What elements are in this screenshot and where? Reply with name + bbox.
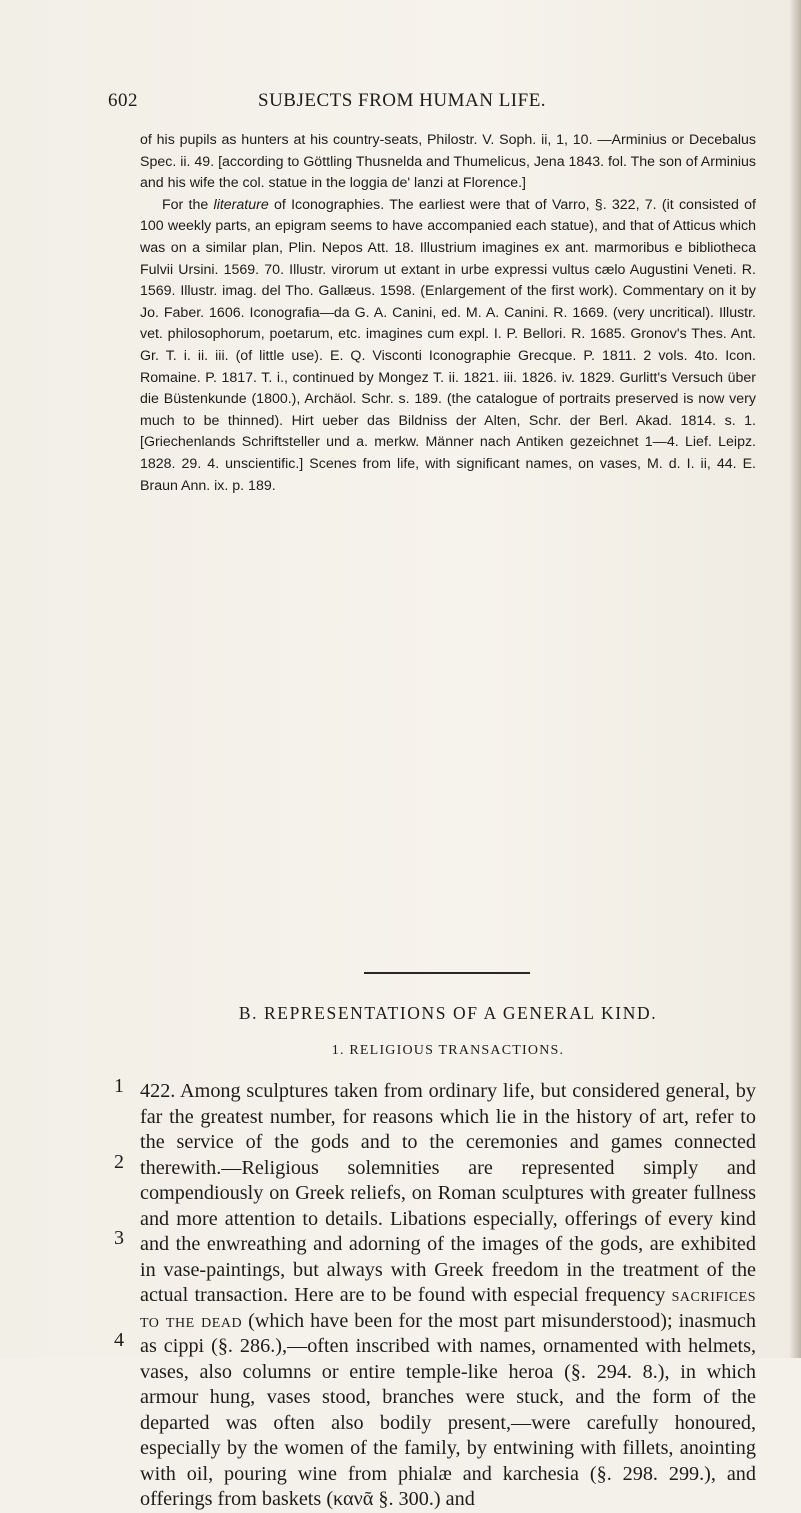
section-divider — [364, 972, 530, 974]
margin-number: 4 — [114, 1329, 124, 1351]
page-edge-shadow — [789, 0, 801, 1358]
note-paragraph-2 — [140, 195, 756, 497]
note-paragraph-1: of his pupils as hunters at his country-seats, Philostr. V. Soph. ii, 1, 10. —Arminius or Decebalus Spec. ii. 49. [according to Göttling Thusnelda and Thumelicus, Jena 1843. fol. The son of Arminius and his wife the col. statue in the loggia de' lanzi at Florence.] — [140, 132, 756, 192]
running-header — [108, 90, 768, 118]
note-paragraph-2-intro: For the — [162, 196, 214, 213]
margin-number: 1 — [114, 1075, 124, 1097]
section-heading: B. REPRESENTATIONS OF A GENERAL KIND. — [238, 1003, 658, 1023]
paragraph-422 — [140, 1079, 756, 1513]
margin-number: 3 — [114, 1227, 124, 1249]
footnote-block — [140, 130, 756, 497]
page-number: 602 — [108, 90, 138, 111]
note-paragraph-2-rest: of Iconographies. The earliest were that of Varro, §. 322, 7. (it consisted of 100 weekly parts, an epigram seems to have accompanied each statue), and that of Atticus which was on a similar plan, Plin. Nepos Att. 18. Illustrium imagines ex ant. marmoribus e bibliotheca Fulvii Ursini. 1569. 70. Illustr. virorum ut extant in urbe expressi vultus cælo Augustini Veneti. R. 1569. Illustr. imag. del Tho. Gallæus. 1598. (Enlargement of the first work). Commentary on it by Jo. Faber. 1606. Iconografia—da G. A. Canini, ed. M. A. Canini. R. 1669. (very uncritical). Illustr. vet. philosophorum, poetarum, etc. imagines cum expl. I. P. Bellori. R. 1685. Gronov's Thes. Ant. Gr. T. i. ii. iii. (of little use). E. Q. Visconti Iconographie Grecque. P. 1811. 2 vols. 4to. Icon. Romaine. P. 1817. T. i., continued by Mongez T. ii. 1821. iii. 1826. iv. 1829. Gurlitt's Versuch über die Büstenkunde (1800.), Archäol. Schr. s. 189. (the catalogue of portraits preserved is now very much to be thinned). Hirt ueber das Bildniss der Alten, Schr. der Berl. Akad. 1814. s. 1. [Griechenlands Schriftsteller und a. merkw. Männer nach Antiken gezeichnet 1—4. Lief. Leipz. 1828. 29. 4. unscientific.] Scenes from life, with significant names, on vases, M. d. I. ii, 44. E. Braun Ann. ix. p. 189. — [140, 196, 756, 494]
paragraph-422-part-2: (which have been for the most part misunderstood); inasmuch as cippi (§. 286.),—often inscribed with names, ornamented with helmets, vases, also columns or entire temple-like heroa (§. 294. 8.), in which armour hung, vases stood, branches were stuck, and the form of the departed was often also bodily present,—were carefully honoured, especially by the women of the family, by entwining with fillets, anointing with oil, pouring wine from phialæ and karchesia (§. 298. 299.), and offerings from baskets (κανᾶ §. 300.) and — [140, 1309, 756, 1510]
running-title: SUBJECTS FROM HUMAN LIFE. — [258, 90, 547, 111]
margin-number: 2 — [114, 1151, 124, 1173]
paragraph-422-small-caps: sacrifices to the dead — [140, 1284, 756, 1332]
paragraph-422-part-1: 422. Among sculptures taken from ordinary life, but considered general, by far the greatest number, for reasons which lie in the history of art, refer to the service of the gods and to the ceremonies and games connected therewith.—Religious solemnities are represented simply and compendiously on Greek reliefs, on Roman sculptures with greater fullness and more attention to details. Libations especially, offerings of every kind and the enwreathing and adorning of the images of the gods, are exhibited in vase-paintings, but always with Greek freedom in the treatment of the actual transaction. Here are to be found with especial frequency — [140, 1080, 756, 1306]
subsection-heading: 1. RELIGIOUS TRANSACTIONS. — [331, 1043, 565, 1058]
note-paragraph-2-italic: literature — [213, 196, 269, 213]
main-text-block — [140, 1079, 756, 1513]
